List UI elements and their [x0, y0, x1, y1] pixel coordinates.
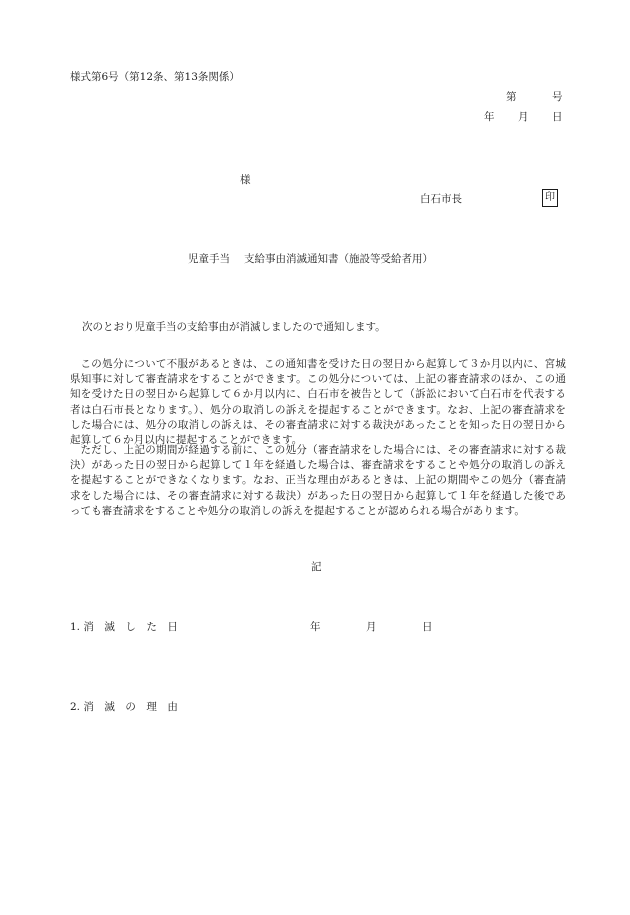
item-1-day: 日 [422, 621, 433, 633]
appeal-paragraph-2: ただし、上記の期間が経過する前に、この処分（審査請求をした場合には、その審査請求に対する裁決）があった日の翌日から起算して１年を経過した場合は、審査請求をすることや処分の取消しの訴えを提起することができなくなります。なお、正当な理由があるときは、上記の期間やこの処分（審査請求をした場合には、その審査請求に対する裁決）があった日の翌日から起算して１年を経過した後であっても審査請求をすることや処分の取消しの訴えを提起することが認められる場合があります。 [70, 444, 566, 517]
issue-date-year: 年 [484, 111, 495, 123]
item-1-label: 1. 消 滅 し た 日 [70, 621, 178, 633]
ki-heading: 記 [311, 561, 322, 573]
document-number-prefix: 第 [506, 91, 517, 103]
title-part-2: 支給事由消滅通知書（施設等受給者用） [244, 253, 433, 265]
issue-date-day: 日 [552, 111, 563, 123]
item-1-month: 月 [366, 621, 377, 633]
form-number: 様式第6号（第12条、第13条関係） [70, 71, 240, 83]
sender-mayor: 白石市長 [420, 193, 462, 205]
document-title [188, 252, 433, 266]
seal-stamp: 印 [542, 189, 558, 207]
title-part-1: 児童手当 [188, 253, 230, 265]
document-number-suffix: 号 [552, 91, 563, 103]
appeal-paragraph-1: この処分について不服があるときは、この通知書を受けた日の翌日から起算して３か月以内に、宮城県知事に対して審査請求をすることができます。この処分については、上記の審査請求のほか、この通知を受けた日の翌日から起算して６か月以内に、白石市を被告として（訴訟において白石市を代表する者は白石市長となります。）、処分の取消しの訴えを提起することができます。なお、上記の審査請求をした場合には、処分の取消しの訴えは、その審査請求に対する裁決があったことを知った日の翌日から起算して６か月以内に提起することができます。 [70, 358, 566, 447]
item-2-label: 2. 消 滅 の 理 由 [70, 701, 178, 713]
item-1-year: 年 [310, 621, 321, 633]
intro-sentence: 次のとおり児童手当の支給事由が消滅しましたので通知します。 [82, 321, 386, 333]
addressee-honorific: 様 [240, 174, 251, 186]
issue-date-month: 月 [518, 111, 529, 123]
